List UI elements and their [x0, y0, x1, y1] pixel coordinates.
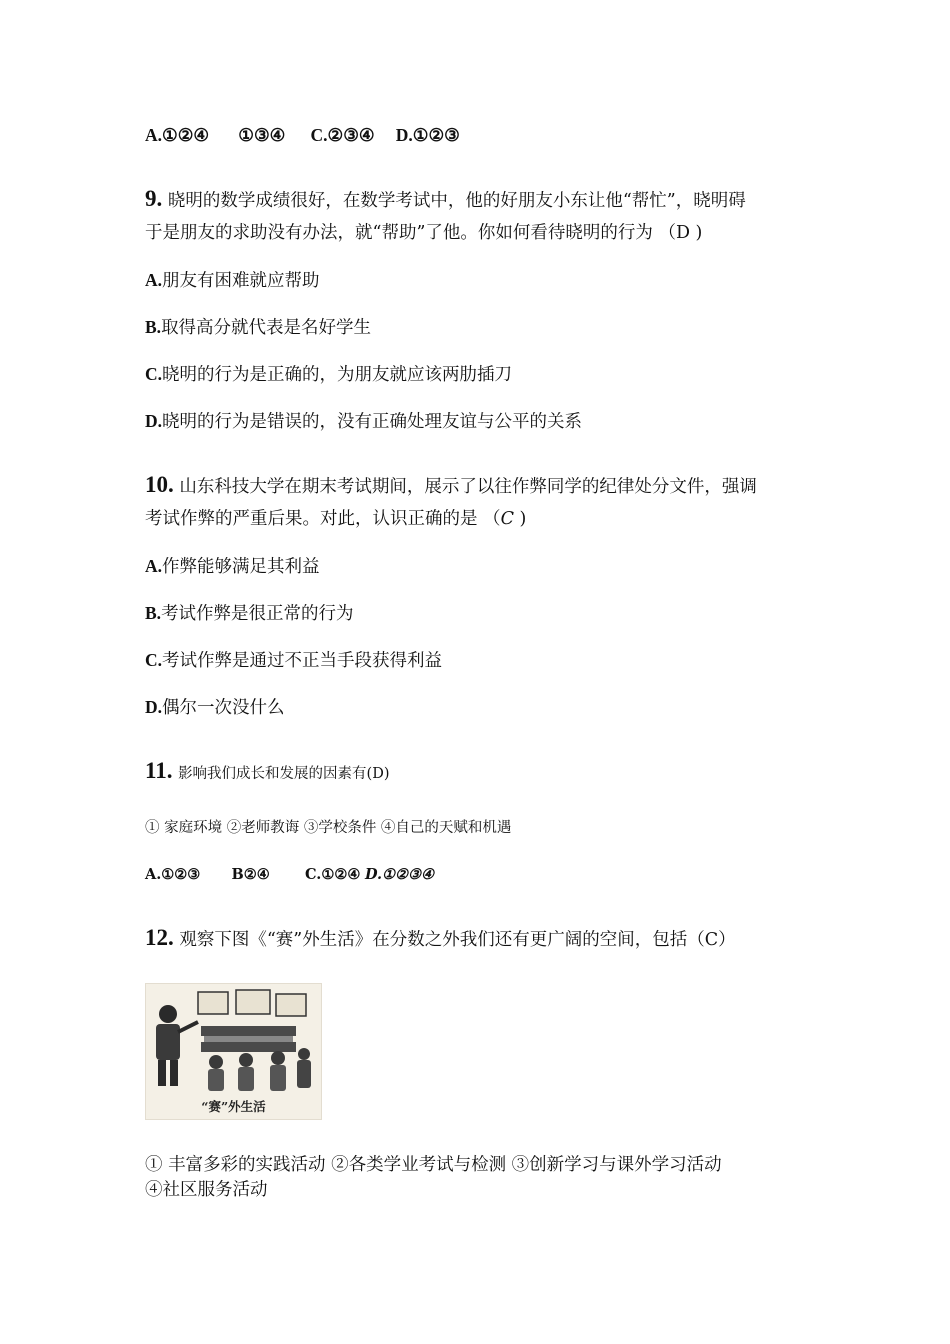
q11-option-b: B②④ — [231, 866, 270, 883]
q11-options — [145, 868, 434, 883]
cartoon-figure — [145, 983, 322, 1120]
q12-stem — [145, 926, 736, 950]
q9-option-c: C.晓明的行为是正确的，为朋友就应该两肋插刀 — [145, 364, 513, 385]
q9-stem-line2: 于是朋友的求助没有办法，就“帮助”了他。你如何看待晓明的行为 （D ) — [145, 223, 703, 243]
q10-option-b: B.考试作弊是很正常的行为 — [145, 603, 354, 624]
q8-option-d-text: ①②③ — [412, 126, 460, 146]
q10-answer: C — [500, 509, 514, 529]
q8-option-d-label: D. — [395, 125, 413, 145]
q8-options — [145, 127, 460, 146]
q10-option-a: A.作弊能够满足其利益 — [145, 556, 320, 577]
q9-number: 9. — [145, 186, 163, 211]
q10-stem-line1 — [145, 473, 757, 497]
q9-option-a: A.朋友有困难就应帮助 — [145, 270, 320, 291]
q8-option-c-text: ②③④ — [327, 126, 375, 146]
q11-stem — [145, 759, 390, 783]
q11-option-d: D.①②③④ — [364, 866, 435, 883]
q10-stem-text-1: 山东科技大学在期末考试期间，展示了以往作弊同学的纪律处分文件，强调 — [179, 477, 757, 497]
q10-stem-line2: 考试作弊的严重后果。对此，认识正确的是 （C ) — [145, 509, 527, 529]
q9-stem-line1 — [145, 187, 746, 211]
q12-stem-text: 观察下图《“赛”外生活》在分数之外我们还有更广阔的空间，包括（C） — [179, 930, 736, 950]
q12-items-line1: ① 丰富多彩的实践活动 ②各类学业考试与检测 ③创新学习与课外学习活动 — [145, 1155, 722, 1175]
q11-items: ① 家庭环境 ②老师教诲 ③学校条件 ④自己的天赋和机遇 — [145, 820, 512, 836]
q12-items-line2: ④社区服务活动 — [145, 1180, 268, 1200]
q10-option-c: C.考试作弊是通过不正当手段获得利益 — [145, 650, 443, 671]
q11-option-a: A.①②③ — [145, 866, 201, 883]
q8-option-c-label: C. — [310, 125, 328, 145]
q8-option-a-text: ①②④ — [162, 126, 210, 146]
q10-number: 10. — [145, 472, 174, 497]
q11-stem-text: 影响我们成长和发展的因素有(D) — [178, 766, 390, 782]
q9-option-d: D.晓明的行为是错误的，没有正确处理友谊与公平的关系 — [145, 411, 583, 432]
q11-option-c: C.①②④ — [305, 866, 361, 883]
q10-option-d: D.偶尔一次没什么 — [145, 697, 285, 718]
figure-caption: “赛”外生活 — [201, 1099, 266, 1114]
q9-option-b: B.取得高分就代表是名好学生 — [145, 317, 372, 338]
q12-number: 12. — [145, 925, 174, 950]
q8-option-b-text: ①③④ — [238, 126, 286, 146]
q8-option-a-label: A. — [145, 125, 163, 145]
q11-number: 11. — [145, 758, 173, 783]
q9-stem-text-1: 晓明的数学成绩很好，在数学考试中，他的好朋友小东让他“帮忙”，晓明碍 — [167, 191, 746, 211]
